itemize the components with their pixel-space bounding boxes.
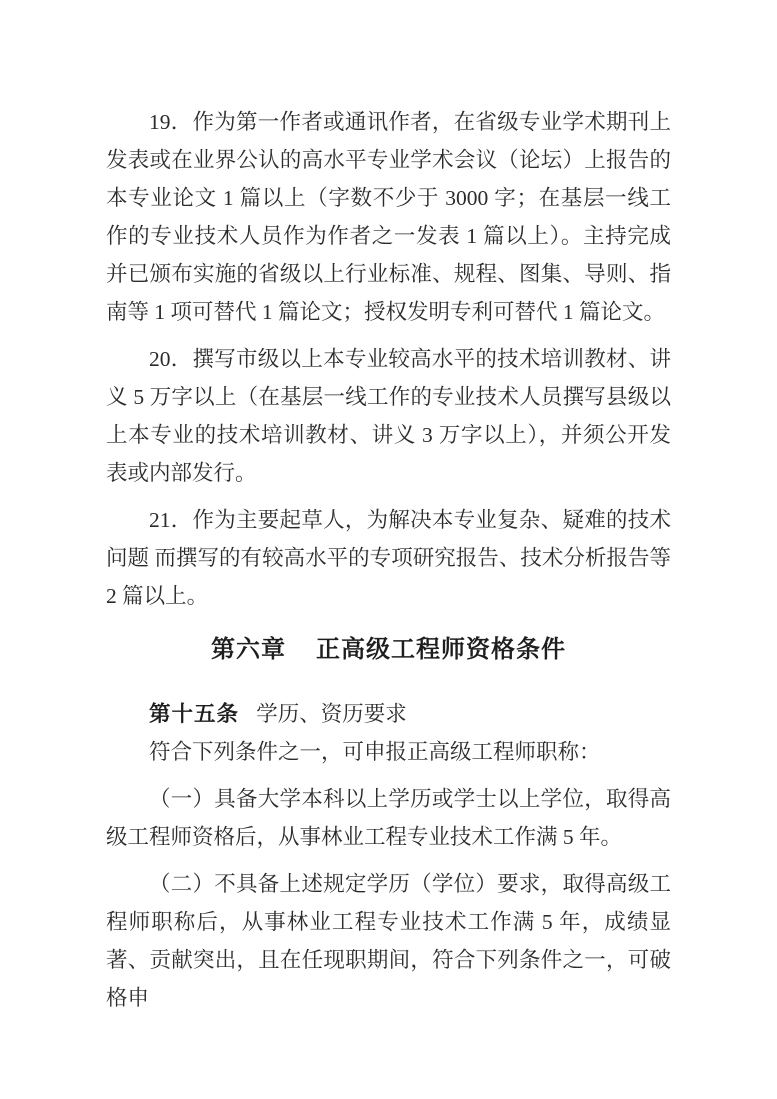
paragraph-19: 19．作为第一作者或通讯作者，在省级专业学术期刊上发表或在业界公认的高水平专业学术会议（论坛）上报告的本专业论文 1 篇以上（字数不少于 3000 字；在基层一线工作的专业技术人员作为作者之一发表 1 篇以上）。主持完成并已颁布实施的省级以上行业标准、规程、图集、导则、指南等 1 项可替代 1 篇论文；授权发明专利可替代 1 篇论文。: [106, 110, 671, 324]
article-15-title: 学历、资历要求: [256, 702, 407, 726]
intro-paragraph: 符合下列条件之一，可申报正高级工程师职称：: [149, 740, 601, 764]
item-2-paragraph: （二）不具备上述规定学历（学位）要求，取得高级工程师职称后，从事林业工程专业技术工作满 5 年，成绩显著、贡献突出，且在任现职期间，符合下列条件之一，可破格申: [106, 872, 671, 1010]
article-15-line: [106, 695, 671, 733]
article-15-label: 第十五条: [149, 702, 240, 726]
paragraph-20: 20．撰写市级以上本专业较高水平的技术培训教材、讲义 5 万字以上（在基层一线工作的专业技术人员撰写县级以上本专业的技术培训教材、讲义 3 万字以上），并须公开发表或内部发行。: [106, 347, 671, 485]
item-1-paragraph: （一）具备大学本科以上学历或学士以上学位，取得高级工程师资格后，从事林业工程专业技术工作满 5 年。: [106, 787, 671, 849]
paragraph-21: 21．作为主要起草人，为解决本专业复杂、疑难的技术问题 而撰写的有较高水平的专项研究报告、技术分析报告等 2 篇以上。: [106, 508, 671, 608]
chapter-title: 正高级工程师资格条件: [316, 636, 566, 663]
chapter-heading: [106, 631, 671, 669]
chapter-number: 第六章: [211, 636, 286, 663]
